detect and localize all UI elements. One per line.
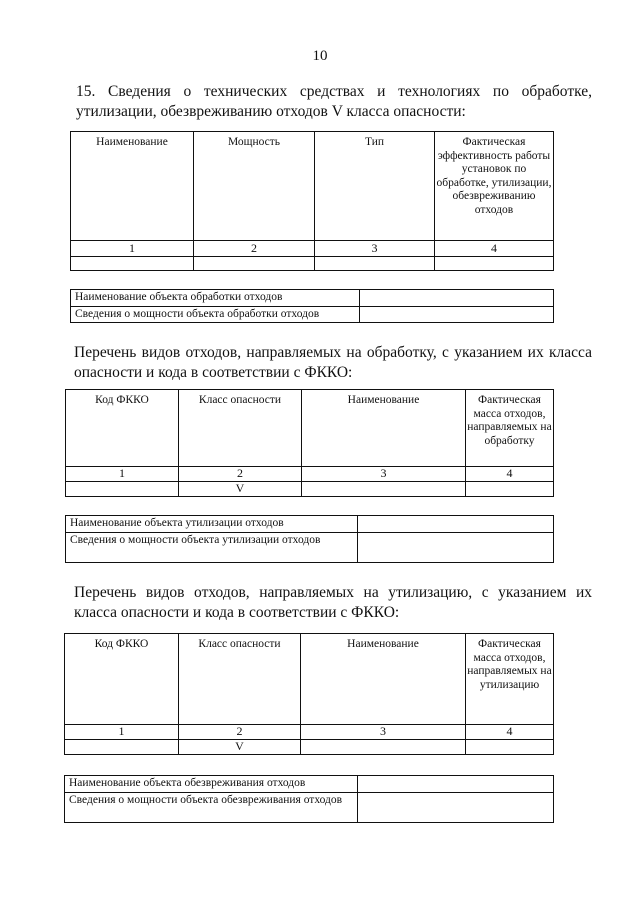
processing-list-heading: Перечень видов отходов, направляемых на обработку, с указанием их класса опасности и кода в соответствии с ФККО: [74,344,592,381]
hazard-class-cell[interactable]: V [179,740,301,755]
equipment-table [70,131,554,271]
col-header-name: Наименование [301,634,466,725]
table-row [66,482,554,497]
col-number: 3 [302,467,466,482]
col-header-fkko-code: Код ФККО [66,390,179,467]
utilization-capacity-value[interactable] [358,532,554,562]
col-header-efficiency: Фактическая эффективность работы установок по обработке, утилизации, обезвреживанию отходов [435,132,554,241]
col-header-hazard-class: Класс опасности [179,390,302,467]
neutralization-object-name-value[interactable] [358,776,554,793]
table-cell[interactable] [466,482,554,497]
col-number: 1 [65,725,179,740]
col-number: 4 [435,241,554,257]
processing-waste-table [65,389,554,497]
processing-object-name-label: Наименование объекта обработки отходов [71,290,360,307]
processing-capacity-value[interactable] [360,306,554,323]
table-cell[interactable] [435,257,554,271]
processing-object-name-value[interactable] [360,290,554,307]
col-header-name: Наименование [71,132,194,241]
neutralization-object-name-label: Наименование объекта обезвреживания отходов [65,776,358,793]
neutralization-info-table [64,775,554,823]
utilization-list-heading: Перечень видов отходов, направляемых на утилизацию, с указанием их класса опасности и кода в соответствии с ФККО: [74,584,592,621]
col-header-mass: Фактическая масса отходов, направляемых на утилизацию [466,634,554,725]
col-header-name: Наименование [302,390,466,467]
col-number: 1 [66,467,179,482]
col-header-hazard-class: Класс опасности [179,634,301,725]
processing-info-table [70,289,554,323]
table-cell[interactable] [71,257,194,271]
table-cell[interactable] [315,257,435,271]
col-number: 1 [71,241,194,257]
section-15-heading: 15. Сведения о технических средствах и технологиях по обработке, утилизации, обезвреживанию отходов V класса опасности: [76,83,592,120]
col-number: 2 [194,241,315,257]
col-header-capacity: Мощность [194,132,315,241]
utilization-waste-table [64,633,554,755]
neutralization-capacity-value[interactable] [358,792,554,822]
table-row [71,257,554,271]
hazard-class-cell[interactable]: V [179,482,302,497]
table-row [65,740,554,755]
col-number: 4 [466,467,554,482]
page-number: 10 [312,48,328,64]
col-header-type: Тип [315,132,435,241]
col-number: 2 [179,467,302,482]
processing-capacity-label: Сведения о мощности объекта обработки отходов [71,306,360,323]
table-cell[interactable] [65,740,179,755]
col-number: 3 [315,241,435,257]
utilization-object-name-value[interactable] [358,516,554,533]
table-cell[interactable] [66,482,179,497]
utilization-capacity-label: Сведения о мощности объекта утилизации отходов [66,532,358,562]
neutralization-capacity-label: Сведения о мощности объекта обезвреживания отходов [65,792,358,822]
col-number: 2 [179,725,301,740]
table-cell[interactable] [302,482,466,497]
table-cell[interactable] [301,740,466,755]
table-cell[interactable] [466,740,554,755]
utilization-info-table [65,515,554,563]
utilization-object-name-label: Наименование объекта утилизации отходов [66,516,358,533]
col-header-fkko-code: Код ФККО [65,634,179,725]
col-header-mass: Фактическая масса отходов, направляемых на обработку [466,390,554,467]
col-number: 3 [301,725,466,740]
col-number: 4 [466,725,554,740]
table-cell[interactable] [194,257,315,271]
